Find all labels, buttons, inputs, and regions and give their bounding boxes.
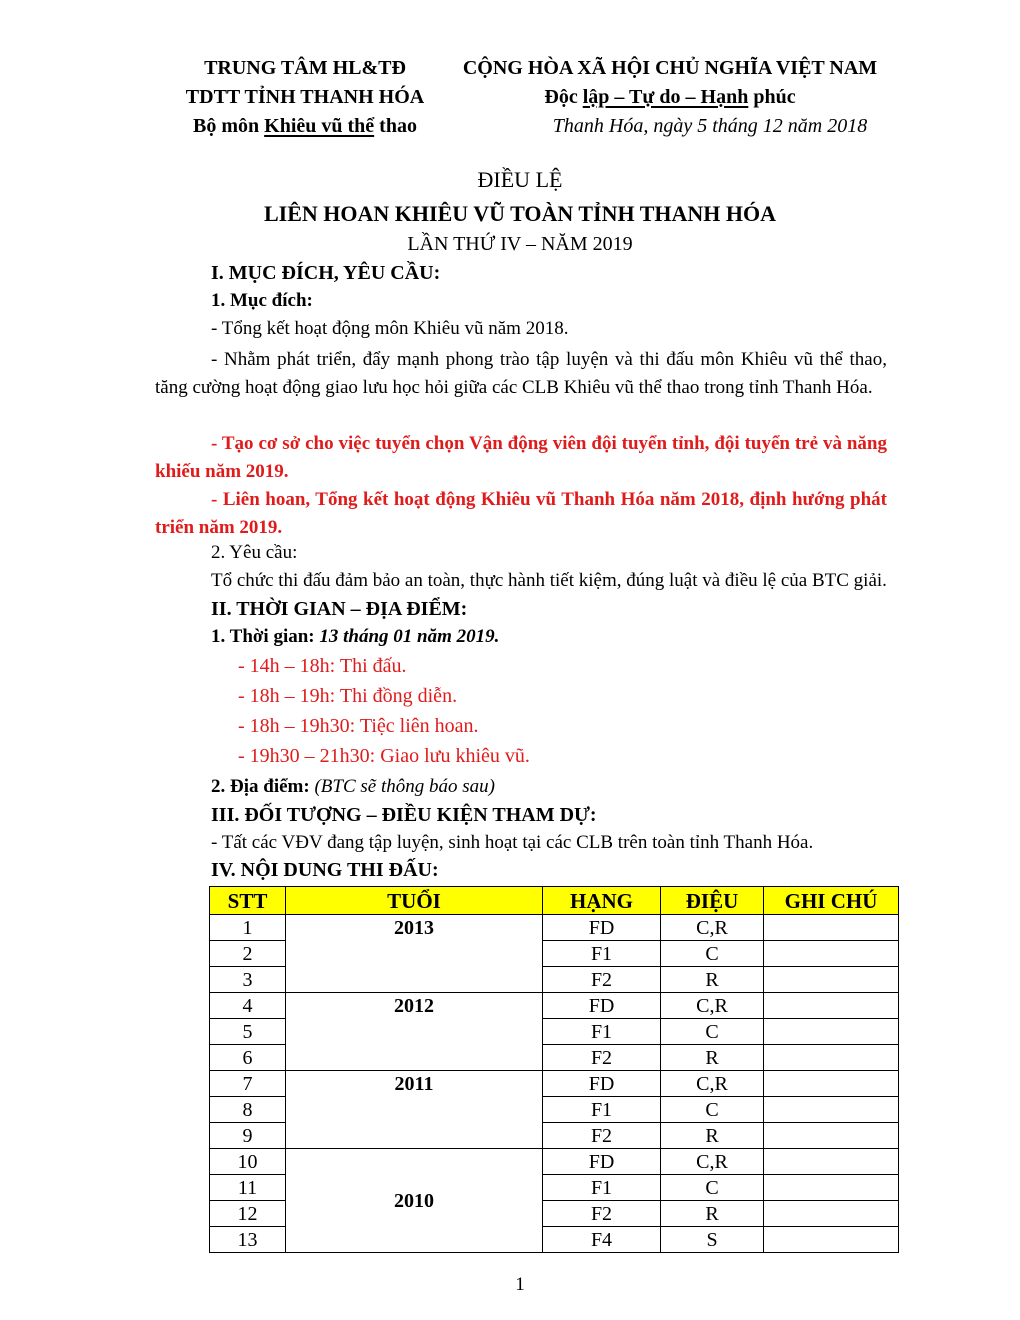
time-value: 13 tháng 01 năm 2019. bbox=[319, 626, 500, 647]
cell-stt: 4 bbox=[210, 993, 286, 1019]
cell-class: F4 bbox=[543, 1227, 661, 1253]
section-1-item-3: - Tạo cơ sở cho việc tuyển chọn Vận động viên đội tuyển tỉnh, đội tuyển trẻ và năng khiếu năm 2019. bbox=[155, 433, 887, 482]
cell-stt: 10 bbox=[210, 1149, 286, 1175]
cell-stt: 13 bbox=[210, 1227, 286, 1253]
country-name: CỘNG HÒA XÃ HỘI CHỦ NGHĨA VIỆT NAM bbox=[462, 57, 878, 79]
cell-dance: C,R bbox=[661, 1149, 764, 1175]
cell-class: F1 bbox=[543, 941, 661, 967]
cell-age: 2013 bbox=[286, 915, 543, 993]
time-label: 1. Thời gian: bbox=[211, 626, 320, 647]
motto-prefix: Độc bbox=[544, 86, 583, 108]
cell-note bbox=[764, 1227, 899, 1253]
motto-suffix: phúc bbox=[748, 86, 796, 108]
cell-dance: S bbox=[661, 1227, 764, 1253]
doc-edition: LẦN THỨ IV – NĂM 2019 bbox=[407, 233, 633, 255]
date-line: Thanh Hóa, ngày 5 tháng 12 năm 2018 bbox=[552, 115, 868, 137]
org-line-3 bbox=[170, 115, 440, 138]
schedule-item-2: - 18h – 19h: Thi đồng diễn. bbox=[238, 685, 458, 707]
cell-note bbox=[764, 1175, 899, 1201]
cell-stt: 9 bbox=[210, 1123, 286, 1149]
cell-dance: R bbox=[661, 1201, 764, 1227]
cell-stt: 1 bbox=[210, 915, 286, 941]
cell-stt: 2 bbox=[210, 941, 286, 967]
cell-stt: 6 bbox=[210, 1045, 286, 1071]
cell-dance: C bbox=[661, 1175, 764, 1201]
header-stt: STT bbox=[210, 887, 286, 915]
cell-class: FD bbox=[543, 1149, 661, 1175]
cell-dance: R bbox=[661, 1045, 764, 1071]
cell-dance: C,R bbox=[661, 915, 764, 941]
doc-subtitle: LIÊN HOAN KHIÊU VŨ TOÀN TỈNH THANH HÓA bbox=[263, 201, 776, 226]
cell-dance: R bbox=[661, 1123, 764, 1149]
schedule-item-1: - 14h – 18h: Thi đấu. bbox=[238, 655, 407, 677]
org-line-3-prefix: Bộ môn bbox=[193, 115, 265, 137]
cell-note bbox=[764, 967, 899, 993]
table-row bbox=[210, 1071, 899, 1097]
section-1-item-2: - Nhằm phát triển, đẩy mạnh phong trào tập luyện và thi đấu môn Khiêu vũ thể thao, tăng cường hoạt động giao lưu học hỏi giữa các CLB Khiêu vũ thể thao trong tỉnh Thanh Hóa. bbox=[155, 349, 887, 398]
header-age: TUỔI bbox=[286, 887, 543, 915]
cell-stt: 3 bbox=[210, 967, 286, 993]
place-label: 2. Địa điểm: bbox=[211, 776, 315, 797]
cell-class: F2 bbox=[543, 1201, 661, 1227]
cell-dance: C bbox=[661, 941, 764, 967]
page-number: 1 bbox=[515, 1274, 525, 1295]
cell-dance: C,R bbox=[661, 993, 764, 1019]
cell-note bbox=[764, 915, 899, 941]
cell-age: 2010 bbox=[286, 1149, 543, 1253]
competition-table bbox=[209, 886, 899, 1253]
header-dance: ĐIỆU bbox=[661, 887, 764, 915]
table-row bbox=[210, 915, 899, 941]
section-1-sub-1: 1. Mục đích: bbox=[211, 290, 313, 311]
cell-class: FD bbox=[543, 993, 661, 1019]
section-1-item-4: - Liên hoan, Tổng kết hoạt động Khiêu vũ Thanh Hóa năm 2018, định hướng phát triển năm 2019. bbox=[155, 489, 887, 538]
org-line-3-suffix: thao bbox=[374, 115, 417, 137]
section-3-item: - Tất các VĐV đang tập luyện, sinh hoạt tại các CLB trên toàn tỉnh Thanh Hóa. bbox=[211, 832, 814, 853]
org-line-2: TDTT TỈNH THANH HÓA bbox=[185, 86, 425, 108]
cell-note bbox=[764, 1201, 899, 1227]
section-1-requirement: Tổ chức thi đấu đảm bảo an toàn, thực hành tiết kiệm, đúng luật và điều lệ của BTC giải. bbox=[211, 570, 887, 591]
cell-stt: 11 bbox=[210, 1175, 286, 1201]
cell-dance: C bbox=[661, 1019, 764, 1045]
cell-class: F2 bbox=[543, 1045, 661, 1071]
doc-title: ĐIỀU LỆ bbox=[477, 167, 563, 192]
cell-dance: R bbox=[661, 967, 764, 993]
section-2-heading: II. THỜI GIAN – ĐỊA ĐIỂM: bbox=[211, 598, 468, 620]
org-line-3-underlined: Khiêu vũ thể bbox=[264, 115, 375, 137]
section-1-sub-2: 2. Yêu cầu: bbox=[211, 542, 298, 563]
schedule-item-3: - 18h – 19h30: Tiệc liên hoan. bbox=[238, 715, 479, 737]
cell-class: FD bbox=[543, 1071, 661, 1097]
cell-stt: 5 bbox=[210, 1019, 286, 1045]
cell-note bbox=[764, 941, 899, 967]
cell-note bbox=[764, 1123, 899, 1149]
cell-note bbox=[764, 1045, 899, 1071]
section-1-item-1: - Tổng kết hoạt động môn Khiêu vũ năm 2018. bbox=[211, 318, 569, 339]
cell-stt: 8 bbox=[210, 1097, 286, 1123]
cell-class: F2 bbox=[543, 967, 661, 993]
table-row bbox=[210, 1149, 899, 1175]
cell-note bbox=[764, 1149, 899, 1175]
org-line-1: TRUNG TÂM HL&TĐ bbox=[204, 57, 406, 79]
cell-note bbox=[764, 993, 899, 1019]
header-note: GHI CHÚ bbox=[764, 887, 899, 915]
cell-stt: 7 bbox=[210, 1071, 286, 1097]
place-line bbox=[211, 776, 495, 798]
cell-age: 2011 bbox=[286, 1071, 543, 1149]
section-1-heading: I. MỤC ĐÍCH, YÊU CẦU: bbox=[211, 262, 441, 284]
time-line bbox=[211, 626, 499, 648]
motto bbox=[445, 86, 895, 109]
place-value: (BTC sẽ thông báo sau) bbox=[314, 776, 495, 797]
table-row bbox=[210, 993, 899, 1019]
cell-class: F1 bbox=[543, 1175, 661, 1201]
schedule-item-4: - 19h30 – 21h30: Giao lưu khiêu vũ. bbox=[238, 745, 530, 767]
cell-class: F1 bbox=[543, 1097, 661, 1123]
cell-note bbox=[764, 1071, 899, 1097]
header-class: HẠNG bbox=[543, 887, 661, 915]
cell-dance: C,R bbox=[661, 1071, 764, 1097]
cell-class: FD bbox=[543, 915, 661, 941]
section-4-heading: IV. NỘI DUNG THI ĐẤU: bbox=[211, 859, 439, 881]
cell-note bbox=[764, 1019, 899, 1045]
table-header-row bbox=[210, 887, 899, 915]
cell-note bbox=[764, 1097, 899, 1123]
motto-underlined: lập – Tự do – Hạnh bbox=[582, 86, 749, 108]
cell-stt: 12 bbox=[210, 1201, 286, 1227]
cell-class: F2 bbox=[543, 1123, 661, 1149]
cell-class: F1 bbox=[543, 1019, 661, 1045]
cell-age: 2012 bbox=[286, 993, 543, 1071]
cell-dance: C bbox=[661, 1097, 764, 1123]
section-3-heading: III. ĐỐI TƯỢNG – ĐIỀU KIỆN THAM DỰ: bbox=[211, 804, 597, 826]
